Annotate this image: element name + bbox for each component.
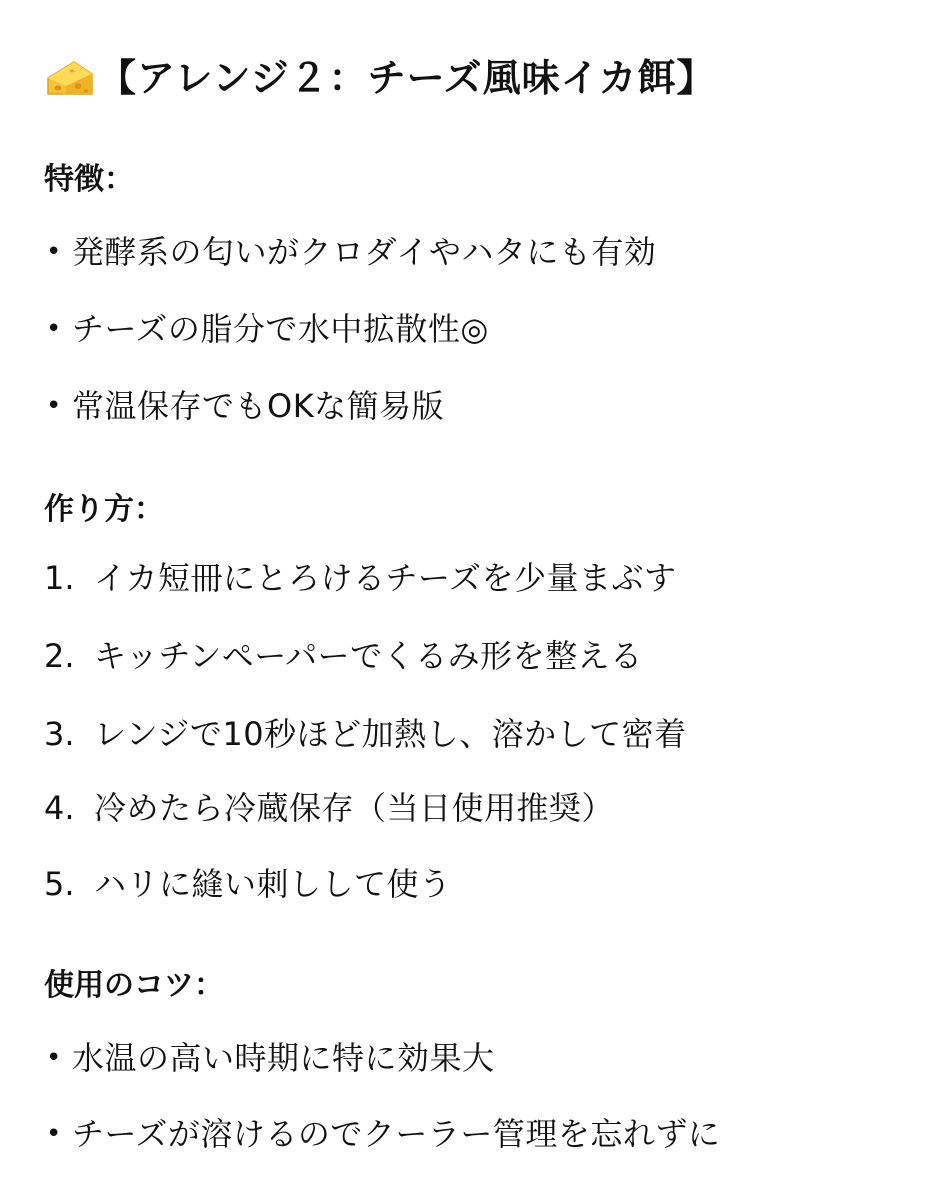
bullet-marker: • [46, 391, 62, 421]
tips-heading: 使用のコツ： [44, 968, 224, 1003]
step-item [44, 862, 452, 906]
bullet-marker: • [46, 1119, 62, 1149]
step-number: 1. [44, 559, 75, 597]
bullet-marker: • [46, 314, 62, 344]
cheese-icon [44, 56, 96, 100]
features-heading: 特徴： [44, 162, 134, 197]
tip-text: チーズが溶けるのでクーラー管理を忘れずに [72, 1115, 721, 1153]
step-number: 3. [44, 715, 75, 753]
feature-text: 常温保存でもOKな簡易版 [72, 387, 445, 425]
step-text: キッチンペーパーでくるみ形を整える [94, 637, 643, 675]
step-item [44, 556, 676, 600]
list-item [44, 384, 444, 428]
step-number: 4. [44, 789, 75, 827]
step-text: 冷めたら冷蔵保存（当日使用推奨） [94, 789, 615, 827]
step-text: レンジで10秒ほど加熱し、溶かして密着 [94, 715, 687, 753]
bullet-marker: • [46, 1043, 62, 1073]
step-text: ハリに縫い刺しして使う [94, 865, 452, 903]
step-number: 2. [44, 637, 75, 675]
tip-text: 水温の高い時期に特に効果大 [72, 1039, 495, 1077]
list-item [44, 307, 489, 351]
method-heading: 作り方： [44, 492, 164, 527]
title-row [44, 52, 716, 104]
step-number: 5. [44, 865, 75, 903]
feature-text: 発酵系の匂いがクロダイやハタにも有効 [72, 233, 657, 271]
list-item [44, 1112, 720, 1156]
step-item [44, 634, 643, 678]
list-item [44, 230, 656, 274]
step-text: イカ短冊にとろけるチーズを少量まぶす [94, 559, 677, 597]
bullet-marker: • [46, 237, 62, 267]
step-item [44, 712, 687, 756]
step-item [44, 786, 614, 830]
list-item [44, 1036, 495, 1080]
feature-text: チーズの脂分で水中拡散性◎ [72, 310, 489, 348]
page-title: 【アレンジ２：チーズ風味イカ餌】 [98, 56, 716, 100]
